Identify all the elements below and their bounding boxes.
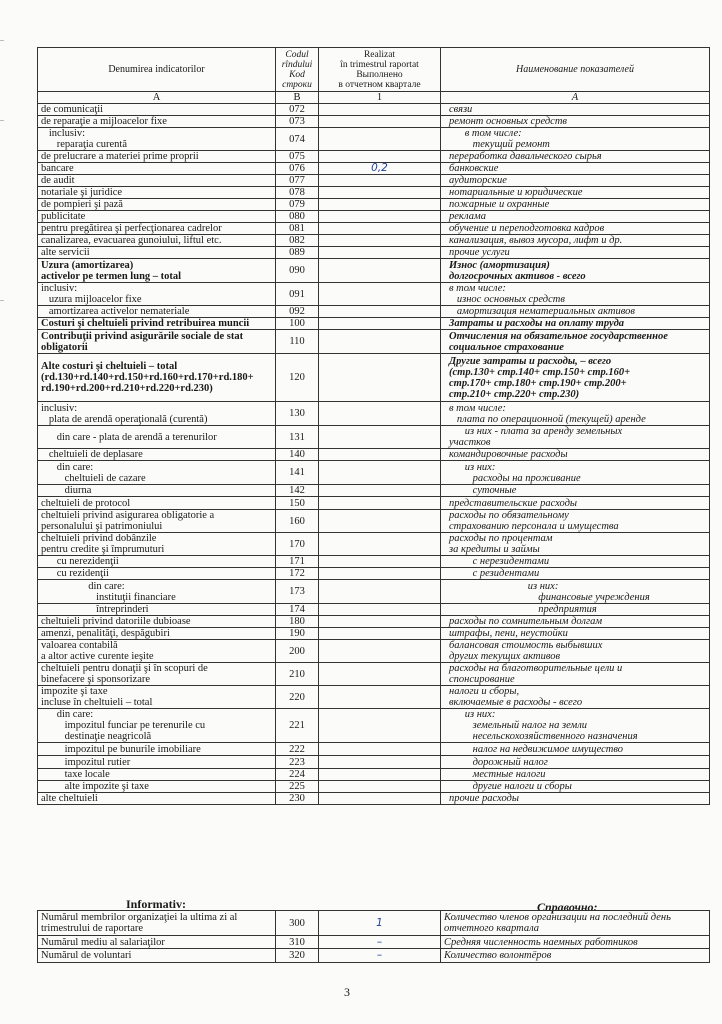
row-code: 171	[276, 556, 319, 568]
row-label-ro: diurna	[38, 485, 276, 497]
info-value: –	[319, 949, 441, 963]
row-label-ru: из них: финансовые учреждения	[441, 580, 710, 604]
info-code: 310	[276, 936, 319, 949]
table-row	[38, 235, 710, 247]
row-label-ro: Contribuţii privind asigurările sociale de stat obligatorii	[38, 330, 276, 354]
row-value	[319, 151, 441, 163]
row-code: 081	[276, 223, 319, 235]
subheader-1: 1	[319, 92, 441, 104]
subheader-b: B	[276, 92, 319, 104]
row-label-ro: de pompieri şi pază	[38, 199, 276, 211]
row-label-ru: переработка давальческого сырья	[441, 151, 710, 163]
info-label-ro: Numărul de voluntari	[38, 949, 276, 963]
row-label-ru: расходы по обязательному страхованию персонала и имущества	[441, 510, 710, 533]
row-code: 120	[276, 354, 319, 402]
row-label-ro: inclusiv: plata de arendă operaţională (curentă)	[38, 402, 276, 426]
table-header-row	[38, 48, 710, 92]
header-name-ru: Наименование показателей	[441, 48, 710, 92]
row-code: 141	[276, 461, 319, 485]
row-value	[319, 497, 441, 510]
row-label-ru: ремонт основных средств	[441, 116, 710, 128]
row-label-ro: amenzi, penalităţi, despăgubiri	[38, 628, 276, 640]
row-label-ru: связи	[441, 104, 710, 116]
row-label-ro: cu nerezidenţii	[38, 556, 276, 568]
row-value	[319, 510, 441, 533]
row-value	[319, 235, 441, 247]
table-row	[38, 426, 710, 449]
row-code: 079	[276, 199, 319, 211]
info-title-ro: Informativ:	[126, 897, 186, 911]
row-label-ro: din care: instituţii financiare	[38, 580, 276, 604]
row-label-ru: пожарные и охранные	[441, 199, 710, 211]
table-row	[38, 199, 710, 211]
row-code: 225	[276, 781, 319, 793]
row-label-ru: расходы по процентам за кредиты и займы	[441, 533, 710, 556]
table-row	[38, 743, 710, 756]
row-code: 140	[276, 449, 319, 461]
row-code: 220	[276, 686, 319, 709]
row-value	[319, 426, 441, 449]
info-label-ro: Numărul membrilor organizaţiei la ultima zi al trimestrului de raportare	[38, 911, 276, 936]
row-label-ro: canalizarea, evacuarea gunoiului, liftul etc.	[38, 235, 276, 247]
row-value	[319, 306, 441, 318]
row-value	[319, 402, 441, 426]
info-label-ro: Numărul mediu al salariaţilor	[38, 936, 276, 949]
row-code: 074	[276, 128, 319, 151]
info-value: 1	[319, 911, 441, 936]
row-code: 174	[276, 604, 319, 616]
info-code: 320	[276, 949, 319, 963]
row-label-ru: канализация, вывоз мусора, лифт и др.	[441, 235, 710, 247]
row-code: 089	[276, 247, 319, 259]
row-code: 170	[276, 533, 319, 556]
table-row	[38, 163, 710, 175]
row-label-ro: alte impozite şi taxe	[38, 781, 276, 793]
row-label-ru: расходы на благотворительные цели и спонсирование	[441, 663, 710, 686]
table-row	[38, 354, 710, 402]
row-label-ru: нотариальные и юридические	[441, 187, 710, 199]
row-label-ro: întreprinderi	[38, 604, 276, 616]
table-row	[38, 461, 710, 485]
row-label-ru: амортизация нематериальных активов	[441, 306, 710, 318]
row-label-ru: командировочные расходы	[441, 449, 710, 461]
table-row	[38, 128, 710, 151]
info-row	[38, 936, 710, 949]
header-realized: Realizat în trimestrul raportat Выполнено в отчетном квартале	[319, 48, 441, 92]
row-label-ru: Затраты и расходы на оплату труда	[441, 318, 710, 330]
row-value	[319, 116, 441, 128]
table-row	[38, 769, 710, 781]
row-code: 110	[276, 330, 319, 354]
row-label-ro: de reparaţie a mijloacelor fixe	[38, 116, 276, 128]
row-code: 130	[276, 402, 319, 426]
row-label-ru: обучение и переподготовка кадров	[441, 223, 710, 235]
row-label-ru: дорожный налог	[441, 756, 710, 769]
row-value	[319, 743, 441, 756]
subheader-a-ro: A	[38, 92, 276, 104]
row-label-ro: impozite şi taxe incluse în cheltuieli – total	[38, 686, 276, 709]
info-title-ru: Справочно:	[537, 900, 598, 914]
row-label-ro: cheltuieli pentru donaţii şi în scopuri de binefacere şi sponsorizare	[38, 663, 276, 686]
row-label-ro: din care: impozitul funciar pe terenurile cu destinaţie neagricolă	[38, 709, 276, 743]
table-row	[38, 616, 710, 628]
row-label-ro: cheltuieli privind datoriile dubioase	[38, 616, 276, 628]
row-value	[319, 640, 441, 663]
row-label-ro: taxe locale	[38, 769, 276, 781]
row-value	[319, 556, 441, 568]
row-value	[319, 756, 441, 769]
row-value	[319, 187, 441, 199]
row-label-ru: в том числе: износ основных средств	[441, 283, 710, 306]
row-label-ru: Износ (амортизация) долгосрочных активов - всего	[441, 259, 710, 283]
row-label-ru: налоги и сборы, включаемые в расходы - всего	[441, 686, 710, 709]
row-label-ru: из них - плата за аренду земельных участков	[441, 426, 710, 449]
row-label-ro: de comunicaţii	[38, 104, 276, 116]
row-label-ro: cheltuieli privind asigurarea obligatorie a personalului şi patrimoniului	[38, 510, 276, 533]
table-row	[38, 283, 710, 306]
row-label-ro: cheltuieli de protocol	[38, 497, 276, 510]
row-code: 160	[276, 510, 319, 533]
row-code: 142	[276, 485, 319, 497]
row-code: 210	[276, 663, 319, 686]
row-code: 082	[276, 235, 319, 247]
row-value	[319, 781, 441, 793]
row-value	[319, 211, 441, 223]
row-label-ro: publicitate	[38, 211, 276, 223]
row-code: 172	[276, 568, 319, 580]
table-row	[38, 151, 710, 163]
row-code: 150	[276, 497, 319, 510]
table-row	[38, 402, 710, 426]
row-label-ro: din care: cheltuieli de cazare	[38, 461, 276, 485]
row-code: 090	[276, 259, 319, 283]
table-row	[38, 449, 710, 461]
row-label-ro: Costuri şi cheltuieli privind retribuirea muncii	[38, 318, 276, 330]
row-label-ro: Alte costuri şi cheltuieli – total (rd.130+rd.140+rd.150+rd.160+rd.170+rd.180+ rd.190+rd.200+rd.210+rd.220+rd.230)	[38, 354, 276, 402]
row-label-ro: impozitul rutier	[38, 756, 276, 769]
header-code: Codul rîndului Kod строки	[276, 48, 319, 92]
row-label-ru: другие налоги и сборы	[441, 781, 710, 793]
row-label-ru: аудиторские	[441, 175, 710, 187]
table-row	[38, 663, 710, 686]
row-code: 092	[276, 306, 319, 318]
table-row	[38, 306, 710, 318]
row-code: 230	[276, 793, 319, 805]
row-value	[319, 247, 441, 259]
row-label-ru: Другие затраты и расходы, – всего (стр.130+ стр.140+ стр.150+ стр.160+ стр.170+ стр.180+ стр.190+ стр.200+ стр.210+ стр.220+ стр.230)	[441, 354, 710, 402]
row-value	[319, 580, 441, 604]
row-label-ru: в том числе: текущий ремонт	[441, 128, 710, 151]
table-row	[38, 568, 710, 580]
scan-mark	[0, 40, 4, 41]
row-code: 180	[276, 616, 319, 628]
row-value	[319, 769, 441, 781]
row-value	[319, 533, 441, 556]
row-label-ru: суточные	[441, 485, 710, 497]
row-value	[319, 449, 441, 461]
row-value	[319, 175, 441, 187]
row-value	[319, 330, 441, 354]
row-label-ro: Uzura (amortizarea) activelor pe termen lung – total	[38, 259, 276, 283]
table-row	[38, 533, 710, 556]
row-label-ro: impozitul pe bunurile imobiliare	[38, 743, 276, 756]
subheader-a-ru: A	[441, 92, 710, 104]
table-row	[38, 580, 710, 604]
row-code: 073	[276, 116, 319, 128]
row-value	[319, 199, 441, 211]
scan-mark	[0, 300, 4, 301]
row-label-ru: из них: расходы на проживание	[441, 461, 710, 485]
row-value	[319, 686, 441, 709]
row-value	[319, 354, 441, 402]
row-value	[319, 663, 441, 686]
row-label-ro: alte cheltuieli	[38, 793, 276, 805]
row-label-ru: прочие услуги	[441, 247, 710, 259]
row-value	[319, 318, 441, 330]
row-label-ro: inclusiv: reparaţia curentă	[38, 128, 276, 151]
table-row	[38, 497, 710, 510]
row-code: 076	[276, 163, 319, 175]
table-row	[38, 247, 710, 259]
row-label-ru: представительские расходы	[441, 497, 710, 510]
row-code: 078	[276, 187, 319, 199]
table-subheader-row	[38, 92, 710, 104]
row-value: 0,2	[319, 163, 441, 175]
row-label-ro: bancare	[38, 163, 276, 175]
row-code: 223	[276, 756, 319, 769]
row-code: 091	[276, 283, 319, 306]
row-code: 131	[276, 426, 319, 449]
table-row	[38, 485, 710, 497]
table-row	[38, 640, 710, 663]
row-code: 224	[276, 769, 319, 781]
table-row	[38, 187, 710, 199]
table-row	[38, 175, 710, 187]
row-label-ru: банковские	[441, 163, 710, 175]
table-row	[38, 318, 710, 330]
row-code: 200	[276, 640, 319, 663]
row-value	[319, 568, 441, 580]
row-value	[319, 709, 441, 743]
info-value: –	[319, 936, 441, 949]
row-label-ru: налог на недвижимое имущество	[441, 743, 710, 756]
table-row	[38, 259, 710, 283]
row-label-ru: местные налоги	[441, 769, 710, 781]
row-label-ro: valoarea contabilă a altor active curente ieşite	[38, 640, 276, 663]
row-code: 221	[276, 709, 319, 743]
table-row	[38, 686, 710, 709]
scan-mark	[0, 120, 4, 121]
table-row	[38, 104, 710, 116]
page-number: 3	[344, 985, 350, 999]
row-value	[319, 259, 441, 283]
row-label-ru: в том числе: плата по операционной (текущей) аренде	[441, 402, 710, 426]
row-value	[319, 604, 441, 616]
row-code: 077	[276, 175, 319, 187]
table-row	[38, 756, 710, 769]
table-row	[38, 116, 710, 128]
table-row	[38, 781, 710, 793]
info-row	[38, 949, 710, 963]
info-label-ru: Средняя численность наемных работников	[441, 936, 710, 949]
row-value	[319, 485, 441, 497]
row-code: 072	[276, 104, 319, 116]
row-value	[319, 128, 441, 151]
row-code: 190	[276, 628, 319, 640]
row-label-ro: notariale şi juridice	[38, 187, 276, 199]
row-value	[319, 104, 441, 116]
row-label-ru: из них: земельный налог на земли несельскохозяйственного назначения	[441, 709, 710, 743]
row-label-ro: amortizarea activelor nemateriale	[38, 306, 276, 318]
table-row	[38, 793, 710, 805]
row-value	[319, 461, 441, 485]
row-label-ro: inclusiv: uzura mijloacelor fixe	[38, 283, 276, 306]
row-value	[319, 793, 441, 805]
row-label-ro: de prelucrare a materiei prime proprii	[38, 151, 276, 163]
table-row	[38, 709, 710, 743]
table-row	[38, 330, 710, 354]
info-label-ru: Количество волонтёров	[441, 949, 710, 963]
row-label-ro: pentru pregătirea şi perfecţionarea cadrelor	[38, 223, 276, 235]
row-label-ro: din care - plata de arendă a terenurilor	[38, 426, 276, 449]
row-label-ro: cheltuieli de deplasare	[38, 449, 276, 461]
info-row	[38, 911, 710, 936]
info-table	[37, 910, 710, 963]
row-label-ru: с резидентами	[441, 568, 710, 580]
info-label-ru: Количество членов организации на последний день отчетного квартала	[441, 911, 710, 936]
table-row	[38, 510, 710, 533]
row-code: 100	[276, 318, 319, 330]
table-row	[38, 628, 710, 640]
table-row	[38, 211, 710, 223]
table-row	[38, 604, 710, 616]
row-value	[319, 628, 441, 640]
row-value	[319, 223, 441, 235]
row-code: 222	[276, 743, 319, 756]
row-label-ru: с нерезидентами	[441, 556, 710, 568]
header-name-ro: Denumirea indicatorilor	[38, 48, 276, 92]
row-label-ru: прочие расходы	[441, 793, 710, 805]
row-code: 173	[276, 580, 319, 604]
row-label-ru: реклама	[441, 211, 710, 223]
row-label-ru: предприятия	[441, 604, 710, 616]
row-label-ro: cu rezidenţii	[38, 568, 276, 580]
info-code: 300	[276, 911, 319, 936]
row-label-ru: балансовая стоимость выбывших других текущих активов	[441, 640, 710, 663]
row-label-ro: cheltuieli privind dobânzile pentru credite şi împrumuturi	[38, 533, 276, 556]
row-label-ru: Отчисления на обязательное государственное социальное страхование	[441, 330, 710, 354]
row-value	[319, 616, 441, 628]
row-label-ro: alte servicii	[38, 247, 276, 259]
row-code: 075	[276, 151, 319, 163]
table-row	[38, 223, 710, 235]
row-label-ru: расходы по сомнительным долгам	[441, 616, 710, 628]
row-value	[319, 283, 441, 306]
table-row	[38, 556, 710, 568]
row-code: 080	[276, 211, 319, 223]
row-label-ru: штрафы, пени, неустойки	[441, 628, 710, 640]
row-label-ro: de audit	[38, 175, 276, 187]
expenses-table	[37, 47, 710, 805]
